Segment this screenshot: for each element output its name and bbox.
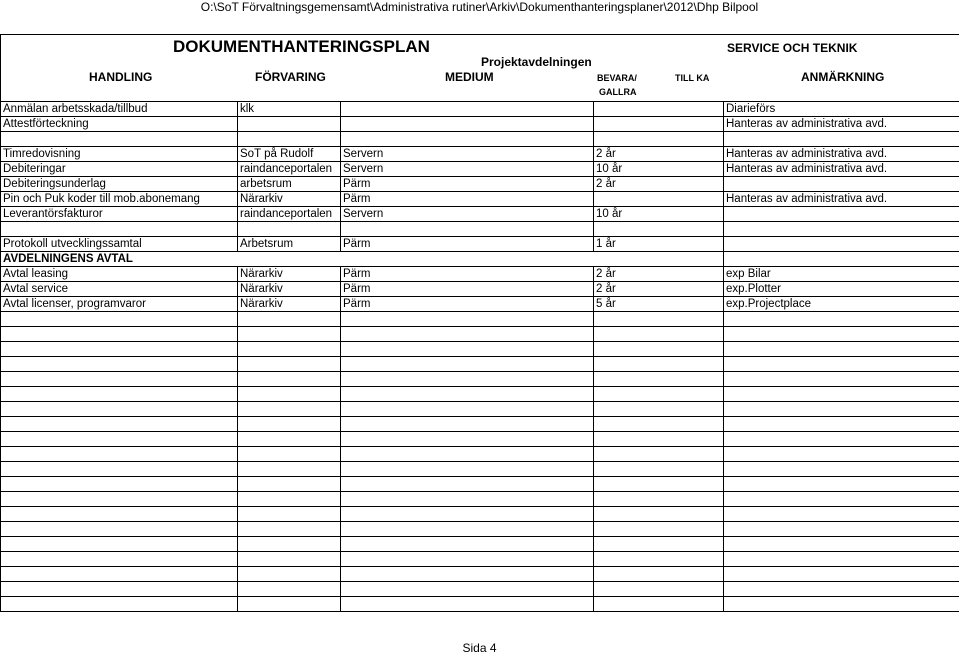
empty-cell: [238, 537, 341, 552]
empty-cell: [1, 567, 238, 582]
empty-cell: [238, 402, 341, 417]
cell-anmarkning: exp.Plotter: [726, 283, 781, 295]
cell-anmarkning: [724, 132, 959, 147]
empty-row: [0, 447, 959, 462]
empty-cell: [341, 387, 594, 402]
table-row: [0, 147, 959, 162]
empty-cell: [1, 312, 238, 327]
cell-medium: [341, 117, 594, 132]
empty-row: [0, 387, 959, 402]
empty-cell: [1, 477, 238, 492]
cell-anmarkning: exp Bilar: [726, 268, 771, 280]
empty-row: [0, 522, 959, 537]
empty-cell: [238, 342, 341, 357]
empty-cell: [1, 492, 238, 507]
empty-cell: [594, 537, 724, 552]
cell-forvaring: raindanceportalen: [238, 162, 341, 177]
cell-bevara: 10 år: [594, 162, 724, 177]
cell-anmarkning: [724, 252, 959, 267]
table-row: [0, 237, 959, 252]
empty-cell: [594, 552, 724, 567]
cell-handling: Avtal licenser, programvaror: [1, 297, 238, 312]
empty-cell: [1, 342, 238, 357]
cell-handling: Anmälan arbetsskada/tillbud: [1, 102, 238, 117]
empty-cell: [1, 447, 238, 462]
empty-cell: [341, 507, 594, 522]
empty-cell: [724, 597, 959, 612]
empty-cell: [1, 417, 238, 432]
empty-cell: [594, 357, 724, 372]
empty-cell: [1, 507, 238, 522]
table-row: [0, 162, 959, 177]
section-row: [0, 252, 959, 267]
cell-anmarkning: Hanteras av administrativa avd.: [726, 193, 888, 205]
cell-forvaring: Närarkiv: [238, 192, 341, 207]
empty-cell: [1, 582, 238, 597]
empty-row: [0, 372, 959, 387]
empty-row: [0, 492, 959, 507]
empty-cell: [724, 462, 959, 477]
empty-cell: [238, 492, 341, 507]
cell-handling: Timredovisning: [1, 147, 238, 162]
section-heading: AVDELNINGENS AVTAL: [1, 252, 724, 267]
cell-handling: Debiteringar: [1, 162, 238, 177]
cell-forvaring: Närarkiv: [238, 297, 341, 312]
empty-cell: [724, 417, 959, 432]
table-row: [0, 117, 959, 132]
empty-cell: [341, 342, 594, 357]
cell-handling: Debiteringsunderlag: [1, 177, 238, 192]
empty-cell: [341, 597, 594, 612]
empty-row: [0, 552, 959, 567]
empty-cell: [724, 357, 959, 372]
cell-medium: Pärm: [341, 177, 594, 192]
cell-forvaring: arbetsrum: [238, 177, 341, 192]
cell-anmarkning: Hanteras av administrativa avd.: [726, 148, 888, 160]
cell-medium: Pärm: [341, 282, 594, 297]
empty-cell: [594, 582, 724, 597]
empty-cell: [724, 567, 959, 582]
cell-handling: Avtal service: [1, 282, 238, 297]
cell-anmarkning: [724, 222, 959, 237]
empty-cell: [1, 462, 238, 477]
cell-anmarkning: Hanteras av administrativa avd.: [726, 118, 888, 130]
cell-bevara: 2 år: [594, 267, 724, 282]
department-name: Projektavdelningen: [481, 55, 592, 69]
empty-cell: [341, 492, 594, 507]
empty-cell: [238, 372, 341, 387]
empty-cell: [594, 372, 724, 387]
cell-medium: Pärm: [341, 192, 594, 207]
empty-cell: [594, 447, 724, 462]
empty-cell: [724, 327, 959, 342]
page-number: Sida 4: [462, 641, 497, 655]
empty-cell: [238, 582, 341, 597]
cell-bevara: [594, 132, 724, 147]
cell-bevara: [594, 117, 724, 132]
empty-cell: [724, 477, 959, 492]
cell-handling: Leverantörsfakturor: [1, 207, 238, 222]
empty-cell: [594, 417, 724, 432]
cell-handling: Protokoll utvecklingssamtal: [1, 237, 238, 252]
empty-cell: [724, 387, 959, 402]
col-header-forvaring: FÖRVARING: [255, 70, 326, 84]
empty-cell: [341, 312, 594, 327]
cell-anmarkning: Diarieförs: [726, 103, 776, 115]
cell-bevara: [594, 192, 724, 207]
empty-cell: [594, 402, 724, 417]
empty-cell: [1, 357, 238, 372]
empty-row: [0, 507, 959, 522]
empty-row: [0, 432, 959, 447]
empty-cell: [238, 567, 341, 582]
empty-cell: [1, 522, 238, 537]
table-row: [0, 177, 959, 192]
empty-cell: [724, 507, 959, 522]
col-header-gallra: GALLRA: [599, 87, 637, 97]
document-title: DOKUMENTHANTERINGSPLAN: [173, 37, 430, 56]
col-header-anmarkning: ANMÄRKNING: [801, 70, 885, 84]
cell-medium: Pärm: [341, 237, 594, 252]
empty-cell: [724, 342, 959, 357]
empty-cell: [238, 417, 341, 432]
empty-cell: [341, 372, 594, 387]
empty-cell: [1, 597, 238, 612]
cell-handling: [1, 132, 238, 147]
empty-cell: [594, 327, 724, 342]
cell-handling: [1, 222, 238, 237]
empty-cell: [238, 462, 341, 477]
empty-cell: [238, 522, 341, 537]
cell-forvaring: raindanceportalen: [238, 207, 341, 222]
cell-bevara: [594, 102, 724, 117]
cell-forvaring: [238, 117, 341, 132]
empty-cell: [1, 537, 238, 552]
empty-cell: [594, 312, 724, 327]
col-header-handling: HANDLING: [89, 70, 153, 84]
cell-forvaring: klk: [238, 102, 341, 117]
table-row: [0, 267, 959, 282]
cell-anmarkning: exp.Projectplace: [726, 298, 812, 310]
empty-cell: [238, 387, 341, 402]
empty-cell: [238, 327, 341, 342]
cell-forvaring: [238, 222, 341, 237]
cell-medium: Servern: [341, 147, 594, 162]
cell-anmarkning: Hanteras av administrativa avd.: [726, 163, 888, 175]
cell-bevara: [594, 222, 724, 237]
empty-cell: [724, 552, 959, 567]
cell-medium: [341, 222, 594, 237]
cell-bevara: 1 år: [594, 237, 724, 252]
empty-row: [0, 417, 959, 432]
table-row: [0, 297, 959, 312]
cell-medium: Pärm: [341, 267, 594, 282]
empty-cell: [341, 582, 594, 597]
empty-cell: [724, 522, 959, 537]
service-name: SERVICE OCH TEKNIK: [727, 41, 858, 55]
empty-cell: [724, 447, 959, 462]
empty-cell: [594, 597, 724, 612]
empty-cell: [341, 357, 594, 372]
empty-cell: [594, 342, 724, 357]
empty-cell: [594, 432, 724, 447]
empty-cell: [1, 432, 238, 447]
empty-row: [0, 567, 959, 582]
table-row: [0, 282, 959, 297]
empty-cell: [724, 402, 959, 417]
empty-cell: [594, 507, 724, 522]
cell-handling: Attestförteckning: [1, 117, 238, 132]
empty-cell: [594, 477, 724, 492]
cell-anmarkning: [724, 207, 959, 222]
empty-cell: [238, 597, 341, 612]
cell-medium: [341, 102, 594, 117]
empty-cell: [238, 312, 341, 327]
cell-medium: Servern: [341, 162, 594, 177]
empty-cell: [341, 327, 594, 342]
col-header-medium: MEDIUM: [445, 70, 494, 84]
empty-row: [0, 537, 959, 552]
empty-cell: [341, 447, 594, 462]
empty-row: [0, 597, 959, 612]
col-header-till-ka: TILL KA: [675, 73, 710, 83]
cell-forvaring: Närarkiv: [238, 282, 341, 297]
cell-bevara: 5 år: [594, 297, 724, 312]
empty-row: [0, 312, 959, 327]
empty-cell: [341, 477, 594, 492]
empty-row: [0, 342, 959, 357]
empty-row: [0, 582, 959, 597]
empty-cell: [724, 312, 959, 327]
cell-medium: [341, 132, 594, 147]
cell-medium: Servern: [341, 207, 594, 222]
empty-cell: [1, 327, 238, 342]
empty-cell: [594, 387, 724, 402]
empty-cell: [341, 402, 594, 417]
empty-cell: [238, 507, 341, 522]
empty-cell: [341, 462, 594, 477]
empty-cell: [341, 432, 594, 447]
file-path: O:\SoT Förvaltningsgemensamt\Administrativa rutiner\Arkiv\Dokumenthanteringsplaner\2012\Dhp Bilpool: [200, 0, 759, 14]
cell-forvaring: Arbetsrum: [238, 237, 341, 252]
empty-cell: [724, 582, 959, 597]
empty-cell: [238, 432, 341, 447]
empty-cell: [238, 477, 341, 492]
empty-cell: [238, 447, 341, 462]
empty-cell: [594, 462, 724, 477]
empty-cell: [341, 522, 594, 537]
empty-row: [0, 402, 959, 417]
empty-cell: [341, 537, 594, 552]
empty-cell: [724, 537, 959, 552]
cell-bevara: 2 år: [594, 147, 724, 162]
empty-row: [0, 462, 959, 477]
empty-cell: [724, 372, 959, 387]
empty-cell: [238, 357, 341, 372]
table-row: [0, 207, 959, 222]
table-row: [0, 102, 959, 117]
col-header-bevara: BEVARA/: [597, 73, 637, 83]
cell-handling: Avtal leasing: [1, 267, 238, 282]
empty-row: [0, 357, 959, 372]
empty-cell: [341, 567, 594, 582]
empty-cell: [1, 372, 238, 387]
empty-cell: [724, 432, 959, 447]
empty-cell: [724, 492, 959, 507]
cell-bevara: 2 år: [594, 177, 724, 192]
empty-cell: [1, 402, 238, 417]
empty-cell: [594, 567, 724, 582]
cell-forvaring: [238, 132, 341, 147]
empty-row: [0, 327, 959, 342]
cell-anmarkning: [724, 237, 959, 252]
empty-cell: [341, 552, 594, 567]
table-row: [0, 222, 959, 237]
empty-cell: [594, 492, 724, 507]
records-table: [0, 102, 959, 612]
cell-anmarkning: [724, 177, 959, 192]
cell-medium: Pärm: [341, 297, 594, 312]
empty-cell: [341, 417, 594, 432]
cell-bevara: 2 år: [594, 282, 724, 297]
table-row: [0, 192, 959, 207]
cell-forvaring: Närarkiv: [238, 267, 341, 282]
table-row: [0, 132, 959, 147]
empty-cell: [238, 552, 341, 567]
cell-forvaring: SoT på Rudolf: [238, 147, 341, 162]
table-header: [0, 34, 959, 102]
cell-handling: Pin och Puk koder till mob.abonemang: [1, 192, 238, 207]
empty-row: [0, 477, 959, 492]
cell-bevara: 10 år: [594, 207, 724, 222]
empty-cell: [594, 522, 724, 537]
empty-cell: [1, 387, 238, 402]
empty-cell: [1, 552, 238, 567]
